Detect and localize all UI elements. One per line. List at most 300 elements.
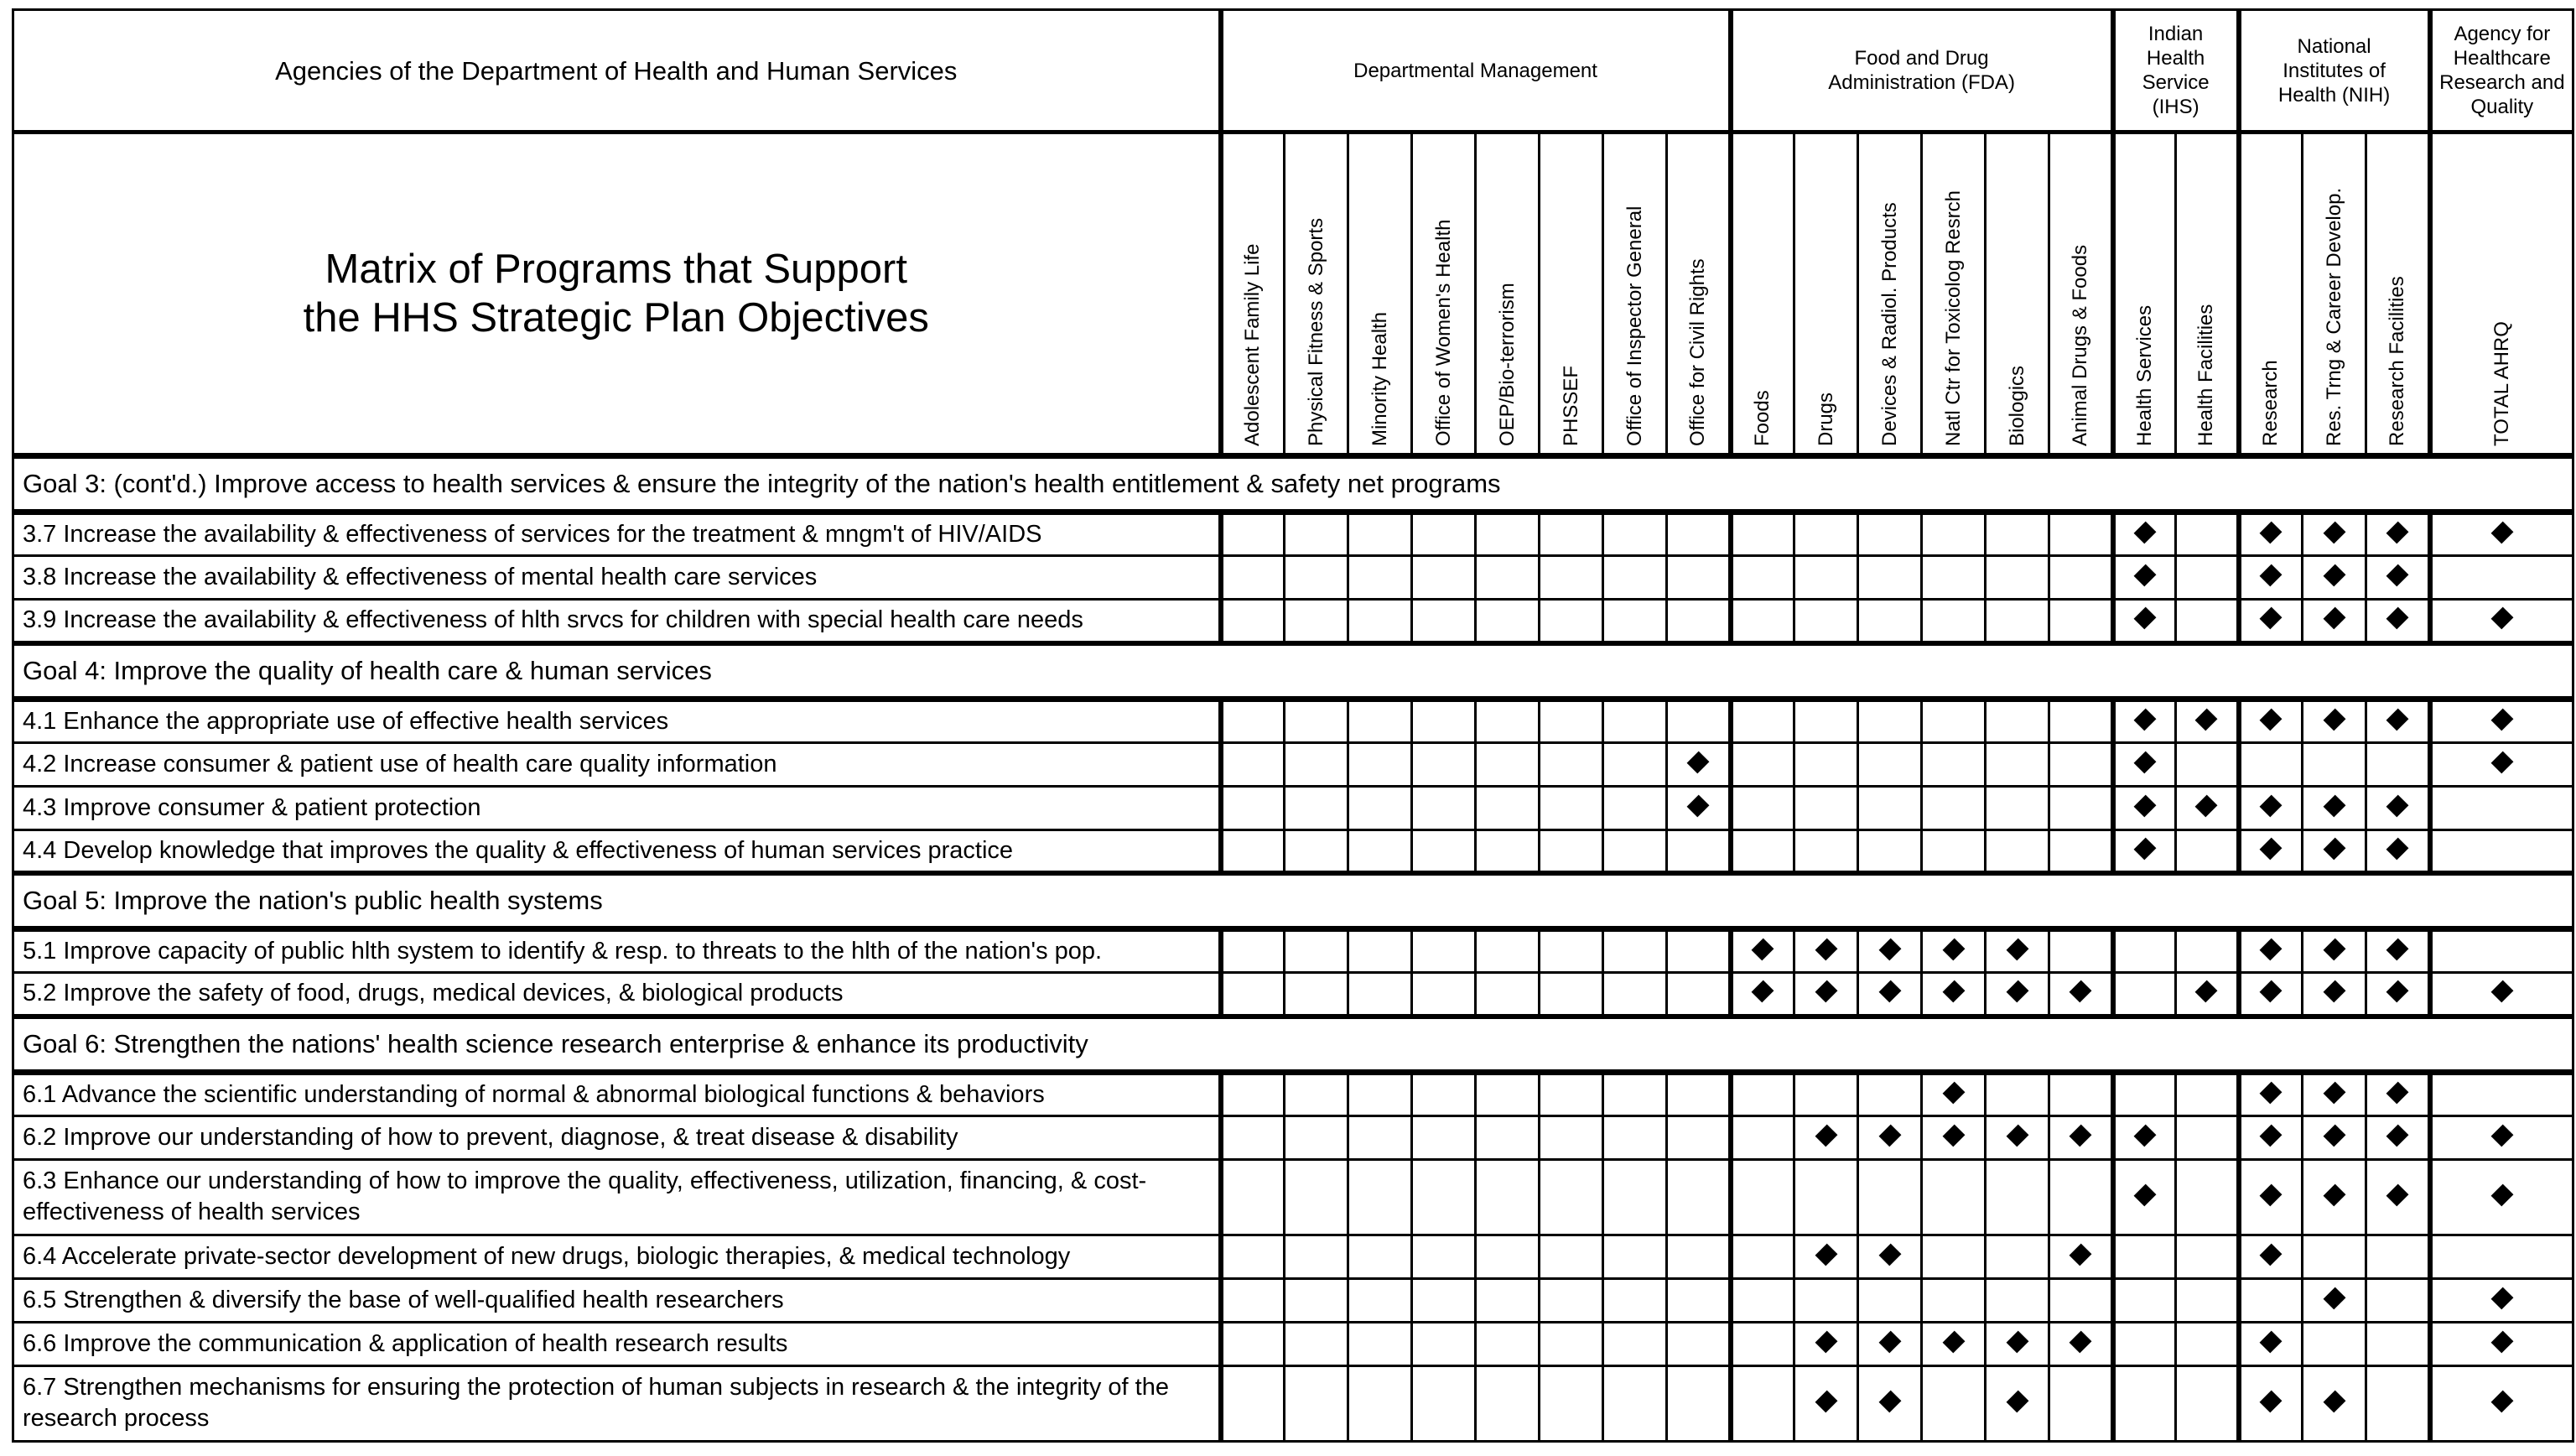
matrix-cell <box>1221 1278 1285 1322</box>
matrix-cell <box>2049 1278 2113 1322</box>
matrix-cell <box>1922 1115 1986 1159</box>
diamond-marker-icon <box>1942 1081 1965 1104</box>
objective-row <box>13 600 2573 643</box>
matrix-cell <box>2176 1159 2239 1235</box>
diamond-marker-icon <box>2386 564 2408 587</box>
diamond-marker-icon <box>2133 837 2156 860</box>
column-header-label: Physical Fitness & Sports <box>1304 217 1327 446</box>
matrix-cell <box>1603 1235 1667 1278</box>
diamond-marker-icon <box>1878 1124 1901 1147</box>
matrix-cell <box>2303 512 2366 556</box>
matrix-cell <box>1221 1365 1285 1441</box>
objective-label: 3.8 Increase the availability & effectiveness of mental health care services <box>13 556 1221 600</box>
matrix-cell <box>2113 556 2176 600</box>
group-header-row <box>13 10 2573 133</box>
objective-label: 4.1 Enhance the appropriate use of effective health services <box>13 699 1221 742</box>
matrix-cell <box>1731 973 1794 1017</box>
matrix-cell <box>2239 1365 2303 1441</box>
matrix-cell <box>1221 1072 1285 1115</box>
matrix-cell <box>1540 512 1603 556</box>
diamond-marker-icon <box>1752 980 1774 1003</box>
matrix-cell <box>1221 600 1285 643</box>
objective-row <box>13 829 2573 873</box>
matrix-cell <box>2366 1365 2430 1441</box>
matrix-cell <box>1858 512 1922 556</box>
matrix-cell <box>1285 1235 1348 1278</box>
matrix-cell <box>1285 1115 1348 1159</box>
matrix-cell <box>1540 1278 1603 1322</box>
matrix-cell <box>1986 1322 2049 1365</box>
objective-row <box>13 1322 2573 1365</box>
column-header-label: OEP/Bio-terrorism <box>1495 283 1519 446</box>
matrix-cell <box>1603 1278 1667 1322</box>
diamond-marker-icon <box>2260 708 2283 731</box>
matrix-cell <box>2303 699 2366 742</box>
matrix-cell <box>1794 1159 1858 1235</box>
matrix-cell <box>2176 929 2239 973</box>
diamond-marker-icon <box>2490 708 2513 731</box>
column-header-label: Res. Trng & Career Develop. <box>2322 187 2345 446</box>
matrix-cell <box>1412 742 1476 786</box>
matrix-cell <box>2239 1072 2303 1115</box>
matrix-cell <box>1922 512 1986 556</box>
matrix-cell <box>1285 699 1348 742</box>
column-header <box>1285 133 1348 456</box>
matrix-cell <box>2366 600 2430 643</box>
diamond-marker-icon <box>2069 1124 2091 1147</box>
matrix-cell <box>1348 1278 1412 1322</box>
matrix-cell <box>1794 1072 1858 1115</box>
matrix-cell <box>2239 829 2303 873</box>
column-header-label: Animal Drugs & Foods <box>2068 244 2091 446</box>
matrix-cell <box>1540 742 1603 786</box>
matrix-cell <box>1794 829 1858 873</box>
goal-heading: Goal 6: Strengthen the nations' health science research enterprise & enhance its productivity <box>13 1017 2573 1073</box>
diamond-marker-icon <box>2490 1183 2513 1206</box>
matrix-cell <box>2430 699 2573 742</box>
matrix-cell <box>1603 1115 1667 1159</box>
matrix-cell <box>1412 556 1476 600</box>
column-header-row <box>13 133 2573 456</box>
matrix-cell <box>1986 742 2049 786</box>
objective-label: 5.1 Improve capacity of public hlth system to identify & resp. to threats to the hlth of the nation's pop. <box>13 929 1221 973</box>
column-header-label: Health Services <box>2132 304 2156 446</box>
matrix-cell <box>1348 556 1412 600</box>
matrix-cell <box>1667 1322 1731 1365</box>
matrix-cell <box>2303 973 2366 1017</box>
matrix-cell <box>1794 1278 1858 1322</box>
diamond-marker-icon <box>2323 1390 2345 1412</box>
column-header <box>1412 133 1476 456</box>
matrix-cell <box>1476 1072 1540 1115</box>
objective-row <box>13 1115 2573 1159</box>
diamond-marker-icon <box>2133 1183 2156 1206</box>
matrix-cell <box>2366 1115 2430 1159</box>
diamond-marker-icon <box>1815 1243 1837 1266</box>
matrix-cell <box>1476 600 1540 643</box>
column-header <box>1603 133 1667 456</box>
objective-label: 6.5 Strengthen & diversify the base of well-qualified health researchers <box>13 1278 1221 1322</box>
matrix-cell <box>1348 929 1412 973</box>
matrix-cell <box>2366 929 2430 973</box>
matrix-cell <box>1603 829 1667 873</box>
matrix-cell <box>1348 699 1412 742</box>
matrix-cell <box>1285 1278 1348 1322</box>
matrix-cell <box>1731 1322 1794 1365</box>
column-header-label: Biologics <box>2005 365 2028 446</box>
objective-label: 3.9 Increase the availability & effectiveness of hlth srvcs for children with special health care needs <box>13 600 1221 643</box>
matrix-cell <box>2113 600 2176 643</box>
matrix-cell <box>2176 786 2239 829</box>
matrix-cell <box>2430 742 2573 786</box>
matrix-cell <box>1476 1159 1540 1235</box>
objective-label: 4.3 Improve consumer & patient protection <box>13 786 1221 829</box>
matrix-cell <box>1221 556 1285 600</box>
matrix-cell <box>1922 1159 1986 1235</box>
matrix-cell <box>2366 742 2430 786</box>
diamond-marker-icon <box>2323 564 2345 587</box>
matrix-cell <box>1348 600 1412 643</box>
matrix-cell <box>1412 512 1476 556</box>
diamond-marker-icon <box>2069 980 2091 1003</box>
matrix-cell <box>1221 829 1285 873</box>
matrix-cell <box>1922 1365 1986 1441</box>
matrix-cell <box>1858 600 1922 643</box>
matrix-cell <box>2366 786 2430 829</box>
matrix-body <box>13 456 2573 1442</box>
matrix-cell <box>2430 512 2573 556</box>
column-header <box>2366 133 2430 456</box>
diamond-marker-icon <box>2490 1124 2513 1147</box>
matrix-cell <box>2303 786 2366 829</box>
matrix-cell <box>1285 973 1348 1017</box>
diamond-marker-icon <box>1752 939 1774 961</box>
matrix-cell <box>1540 929 1603 973</box>
matrix-cell <box>1540 1322 1603 1365</box>
matrix-cell <box>2366 1235 2430 1278</box>
column-header <box>2113 133 2176 456</box>
column-header-label: Natl Ctr for Toxicolog Resrch <box>1941 190 1965 446</box>
matrix-cell <box>2113 1072 2176 1115</box>
diamond-marker-icon <box>2260 980 2283 1003</box>
column-header <box>1731 133 1794 456</box>
matrix-cell <box>1476 929 1540 973</box>
matrix-cell <box>2239 1235 2303 1278</box>
diamond-marker-icon <box>2386 939 2408 961</box>
matrix-cell <box>2049 742 2113 786</box>
matrix-cell <box>1858 742 1922 786</box>
matrix-cell <box>1540 829 1603 873</box>
matrix-cell <box>1603 786 1667 829</box>
diamond-marker-icon <box>2490 1287 2513 1309</box>
objective-row <box>13 742 2573 786</box>
matrix-cell <box>1221 699 1285 742</box>
matrix-cell <box>1731 512 1794 556</box>
matrix-cell <box>1603 1159 1667 1235</box>
matrix-cell <box>1540 600 1603 643</box>
matrix-cell <box>1348 973 1412 1017</box>
matrix-cell <box>1667 512 1731 556</box>
matrix-cell <box>1285 829 1348 873</box>
objective-row <box>13 699 2573 742</box>
matrix-cell <box>1667 1365 1731 1441</box>
matrix-cell <box>1476 786 1540 829</box>
diamond-marker-icon <box>2133 751 2156 773</box>
matrix-cell <box>2366 1278 2430 1322</box>
matrix-cell <box>2113 929 2176 973</box>
diamond-marker-icon <box>2386 1081 2408 1104</box>
objective-row <box>13 1365 2573 1441</box>
matrix-cell <box>1540 699 1603 742</box>
matrix-cell <box>1221 929 1285 973</box>
matrix-cell <box>2176 1115 2239 1159</box>
diamond-marker-icon <box>2323 1124 2345 1147</box>
matrix-cell <box>1412 1235 1476 1278</box>
matrix-cell <box>1667 1159 1731 1235</box>
matrix-cell <box>1476 699 1540 742</box>
matrix-cell <box>1794 973 1858 1017</box>
matrix-cell <box>1922 786 1986 829</box>
matrix-cell <box>1540 973 1603 1017</box>
diamond-marker-icon <box>2006 939 2028 961</box>
goal-heading: Goal 5: Improve the nation's public health systems <box>13 873 2573 929</box>
matrix-cell <box>1348 1072 1412 1115</box>
diamond-marker-icon <box>2490 1390 2513 1412</box>
matrix-cell <box>1603 1365 1667 1441</box>
matrix-cell <box>1221 512 1285 556</box>
matrix-cell <box>2303 1322 2366 1365</box>
matrix-cell <box>2366 1072 2430 1115</box>
matrix-cell <box>1922 1278 1986 1322</box>
programs-matrix-table <box>12 8 2574 1443</box>
matrix-cell <box>1221 1235 1285 1278</box>
diamond-marker-icon <box>2069 1243 2091 1266</box>
matrix-cell <box>1986 600 2049 643</box>
matrix-cell <box>2303 742 2366 786</box>
matrix-cell <box>1221 742 1285 786</box>
matrix-cell <box>2176 1072 2239 1115</box>
matrix-cell <box>1603 1072 1667 1115</box>
matrix-cell <box>2430 1072 2573 1115</box>
column-header <box>1858 133 1922 456</box>
matrix-cell <box>1412 1322 1476 1365</box>
matrix-cell <box>1858 1072 1922 1115</box>
matrix-cell <box>1540 1072 1603 1115</box>
matrix-cell <box>1412 1072 1476 1115</box>
diamond-marker-icon <box>2323 708 2345 731</box>
matrix-cell <box>2239 556 2303 600</box>
matrix-cell <box>2176 1278 2239 1322</box>
objective-label: 6.3 Enhance our understanding of how to improve the quality, effectiveness, utilization, financing, & cost-effectiveness of health services <box>13 1159 1221 1235</box>
matrix-cell <box>2049 829 2113 873</box>
matrix-cell <box>1476 556 1540 600</box>
matrix-cell <box>1922 1072 1986 1115</box>
matrix-cell <box>2176 699 2239 742</box>
matrix-cell <box>2303 556 2366 600</box>
matrix-cell <box>1858 1365 1922 1441</box>
matrix-cell <box>1794 1322 1858 1365</box>
diamond-marker-icon <box>2260 1330 2283 1353</box>
matrix-cell <box>1285 1159 1348 1235</box>
matrix-cell <box>1794 512 1858 556</box>
matrix-cell <box>1285 786 1348 829</box>
matrix-cell <box>1603 973 1667 1017</box>
diamond-marker-icon <box>2133 708 2156 731</box>
matrix-cell <box>1348 786 1412 829</box>
diamond-marker-icon <box>2006 1330 2028 1353</box>
column-header-label: Office for Civil Rights <box>1685 258 1709 446</box>
diamond-marker-icon <box>2260 837 2283 860</box>
matrix-cell <box>1348 1365 1412 1441</box>
matrix-cell <box>1285 556 1348 600</box>
matrix-cell <box>1858 1115 1922 1159</box>
matrix-cell <box>1858 556 1922 600</box>
diamond-marker-icon <box>2490 1330 2513 1353</box>
matrix-cell <box>2113 786 2176 829</box>
diamond-marker-icon <box>2323 980 2345 1003</box>
group-nih-label: National Institutes of Health (NIH) <box>2277 34 2391 107</box>
matrix-cell <box>2113 973 2176 1017</box>
matrix-cell <box>1348 742 1412 786</box>
matrix-cell <box>1667 699 1731 742</box>
matrix-cell <box>1922 1235 1986 1278</box>
diamond-marker-icon <box>2323 794 2345 817</box>
matrix-cell <box>1540 1159 1603 1235</box>
diamond-marker-icon <box>2490 607 2513 630</box>
matrix-cell <box>2366 1322 2430 1365</box>
diamond-marker-icon <box>1815 1124 1837 1147</box>
matrix-cell <box>2303 600 2366 643</box>
matrix-cell <box>2176 742 2239 786</box>
matrix-cell <box>1986 1235 2049 1278</box>
matrix-cell <box>1221 1159 1285 1235</box>
matrix-cell <box>2430 1235 2573 1278</box>
diamond-marker-icon <box>1942 1124 1965 1147</box>
column-header-label: PHSSEF <box>1559 365 1582 446</box>
diamond-marker-icon <box>2006 1390 2028 1412</box>
matrix-cell <box>2430 1365 2573 1441</box>
matrix-cell <box>2176 556 2239 600</box>
matrix-cell <box>1858 1235 1922 1278</box>
diamond-marker-icon <box>2195 794 2218 817</box>
objective-label: 6.7 Strengthen mechanisms for ensuring the protection of human subjects in research & the integrity of the research process <box>13 1365 1221 1441</box>
matrix-cell <box>2049 929 2113 973</box>
matrix-cell <box>1285 1322 1348 1365</box>
matrix-cell <box>1285 742 1348 786</box>
matrix-cell <box>1603 929 1667 973</box>
matrix-cell <box>1412 786 1476 829</box>
matrix-cell <box>2430 1322 2573 1365</box>
goal-row <box>13 643 2573 699</box>
matrix-cell <box>2430 1115 2573 1159</box>
objective-row <box>13 929 2573 973</box>
objective-label: 6.6 Improve the communication & application of health research results <box>13 1322 1221 1365</box>
matrix-cell <box>2176 829 2239 873</box>
matrix-cell <box>1348 1159 1412 1235</box>
matrix-cell <box>1986 512 2049 556</box>
column-header-label: Office of Inspector General <box>1623 205 1646 446</box>
goal-heading: Goal 4: Improve the quality of health care & human services <box>13 643 2573 699</box>
matrix-cell <box>1412 600 1476 643</box>
matrix-cell <box>1412 829 1476 873</box>
matrix-cell <box>2113 829 2176 873</box>
matrix-cell <box>1221 1115 1285 1159</box>
matrix-cell <box>2239 1322 2303 1365</box>
matrix-cell <box>1412 1115 1476 1159</box>
objective-label: 4.2 Increase consumer & patient use of health care quality information <box>13 742 1221 786</box>
matrix-cell <box>1285 1072 1348 1115</box>
matrix-cell <box>1986 929 2049 973</box>
diamond-marker-icon <box>2323 1287 2345 1309</box>
diamond-marker-icon <box>1815 1390 1837 1412</box>
matrix-cell <box>2366 829 2430 873</box>
goal-row <box>13 1017 2573 1073</box>
matrix-cell <box>1986 699 2049 742</box>
matrix-cell <box>2239 512 2303 556</box>
matrix-cell <box>1667 829 1731 873</box>
diamond-marker-icon <box>2133 564 2156 587</box>
group-nih <box>2239 10 2430 133</box>
matrix-cell <box>1986 1278 2049 1322</box>
column-header-label: Office of Women's Health <box>1431 219 1455 446</box>
column-header <box>1476 133 1540 456</box>
column-header-label: TOTAL AHRQ <box>2490 321 2513 446</box>
matrix-cell <box>2430 600 2573 643</box>
matrix-cell <box>2303 929 2366 973</box>
column-header <box>1221 133 1285 456</box>
diamond-marker-icon <box>2386 980 2408 1003</box>
matrix-cell <box>1731 1235 1794 1278</box>
group-ihs <box>2113 10 2239 133</box>
group-fda-label: Food and Drug Administration (FDA) <box>1828 47 2015 94</box>
matrix-cell <box>1794 786 1858 829</box>
matrix-cell <box>2430 973 2573 1017</box>
diamond-marker-icon <box>1942 939 1965 961</box>
matrix-cell <box>2239 1278 2303 1322</box>
matrix-cell <box>2303 1115 2366 1159</box>
matrix-cell <box>1603 556 1667 600</box>
diamond-marker-icon <box>2323 522 2345 544</box>
matrix-cell <box>1922 699 1986 742</box>
matrix-cell <box>1412 1159 1476 1235</box>
objective-row <box>13 1235 2573 1278</box>
diamond-marker-icon <box>1686 794 1709 817</box>
matrix-cell <box>1476 973 1540 1017</box>
column-header-label: Research <box>2259 360 2283 446</box>
objective-label: 6.2 Improve our understanding of how to prevent, diagnose, & treat disease & disability <box>13 1115 1221 1159</box>
matrix-cell <box>1348 1115 1412 1159</box>
goal-row <box>13 456 2573 512</box>
matrix-cell <box>2239 786 2303 829</box>
page-title <box>13 133 1221 456</box>
matrix-cell <box>1858 929 1922 973</box>
diamond-marker-icon <box>2386 607 2408 630</box>
matrix-cell <box>1476 742 1540 786</box>
matrix-cell <box>2113 1159 2176 1235</box>
diamond-marker-icon <box>2260 794 2283 817</box>
matrix-cell <box>1922 742 1986 786</box>
matrix-cell <box>2049 786 2113 829</box>
diamond-marker-icon <box>2386 1183 2408 1206</box>
matrix-cell <box>2113 512 2176 556</box>
column-header-label: Health Facilities <box>2194 304 2218 446</box>
matrix-cell <box>1476 1235 1540 1278</box>
diamond-marker-icon <box>2133 607 2156 630</box>
matrix-cell <box>1986 829 2049 873</box>
title-line-2: the HHS Strategic Plan Objectives <box>303 295 929 341</box>
matrix-cell <box>2303 1159 2366 1235</box>
matrix-cell <box>1794 1115 1858 1159</box>
